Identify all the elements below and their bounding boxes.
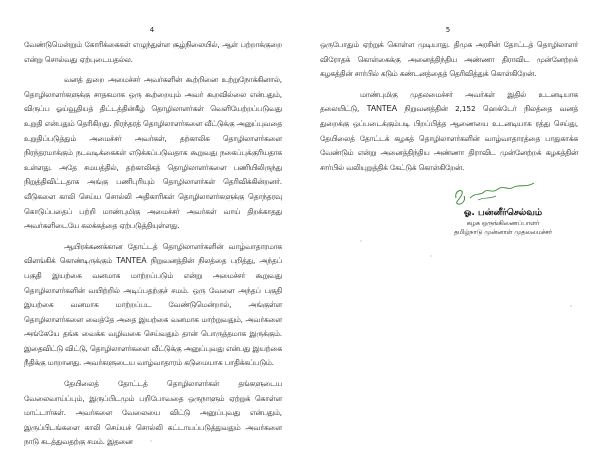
signature-block — [428, 180, 578, 237]
tantea-label: TANTEA — [366, 104, 398, 114]
paragraph-continuation: வேண்டுமென்றும் கோரிக்கைகள் எழுந்துள்ள சூழ்நிலையில், ஆள் பற்றாக்குறை என்று சொல்வது ஏற்புடையதல்ல. — [24, 40, 282, 64]
paragraph-text: நிறுவனத்தின் 2,152 ஹெக்டேர் நிலத்தை வனத் துறைக்கு ஒப்படைக்கும்படி பிறப்பித்த ஆணையை உடனடியாக ரத்து செய்து, தேயிலைத் தோட்டக் கழகத் தொழிலாளர்களின் வாழ்வாதாரத்தை பாதுகாக்க வேண்டும் என்று அனைத்திந்திய அண்ணா திராவிட முன்னேற்றக் கழகத்தின் சார்பில் வலியுறுத்திக் கேட்டுக் கொள்கிறேன். — [320, 104, 578, 172]
paragraph-tea-workers: தேயிலைத் தோட்டத் தொழிலாளர்கள் தங்களுடைய வேலைவாய்ப்பும், இருப்பிடமும் பறிபோவதை ஒருநாளும் ஏற்றுக் கொள்ள மாட்டார்கள். அவர்களை வேலையை விட்டு அனுப்புவது என்பதும், இருப்பிடங்களை காலி செய்யச் சொல்லி கட்டாயப்படுத்துவதும் அவர்களை நாடு கடத்துவதற்கு சமம். இதனை — [24, 379, 282, 447]
scan-speck — [150, 440, 152, 442]
scan-speck — [360, 240, 362, 242]
page-number: 5 — [445, 26, 451, 34]
signer-name: ஓ. பன்னீர்செல்வம் — [463, 208, 543, 218]
paragraph-text: நிறுவனத்தின் நிலத்தை பறித்து, அந்தப் பகுதி இயற்கை வனமாக மாற்றப்படும் என்று அமைச்சர் கூறுவது தொழிலாளர்களின் வயிற்றில் அடிப்பதற்குச் சமம். ஒரு வேளை அந்தப் பகுதி இயற்கை வனமாக மாற்றப்பட வேண்டுமென்றால், அங்குள்ள தொழிலாளர்களை வைத்தே அதை இயற்கை வனமாக மாற்றுவதும், அவர்களை அங்கேயே தங்க வைக்க வழிவகை செய்வதும் தான் பொருத்தமாக இருக்கும். இதைவிட்டு விட்டு, தொழிலாளர்களை வீட்டுக்கு அனுப்புவது என்பது இயற்கை நீதிக்கு மாறானது. அவர்களுடைய வாழ்வாதாரம் கடுமையாக பாதிக்கப்படும். — [24, 256, 282, 368]
page-number: 4 — [149, 26, 155, 34]
paragraph-forest-minister-statement: வனத் துறை அமைச்சர் அவர்களின் கூற்றினை உற்றுநோக்கினால், தொழிலாளர்களுக்கு சாதகமாக ஒரு கூற்றையும் அவர் கூறவில்லை என்பதும், விருப்ப ஓய்வூதியத் திட்டத்தின்கீழ் தொழிலாளர்கள் வெளியேற்றப்படுவது உறுதி என்பதும் தெரிகிறது. நிரந்தரத் தொழிலாளர்களை வீட்டுக்கு அனுப்புவதை உறுதிப்படுத்தும் அமைச்சர் அவர்கள், தற்காலிக தொழிலாளர்களை நிரந்தரமாக்கும் நடவடிக்கைகள் எடுக்கப்படுவதாக கூறுவது நகைப்புக்குரியதாக உள்ளது. அதே சமயத்தில், தற்காலிகத் தொழிலாளர்களை பணியிலிருந்து நிறுத்திவிட்டதாக அங்கு பணிபுரியும் தொழிலாளர்கள் தெரிவிக்கின்றனர். வீடுகளை காலி செய்ய சொல்லி அதிகாரிகள் தொழிலாளர்களுக்கு தொந்தரவு கொடுப்பதைப் பற்றி மாண்புமிகு அமைச்சர் அவர்கள் வாய் திறக்காதது அவர்களிடையே கலக்கத்தை ஏற்படுத்தியுள்ளது. — [24, 75, 282, 231]
paragraph-text: மாண்புமிகு முதலமைச்சர் அவர்கள் இதில் உடனடியாக தலையிட்டு, — [320, 89, 578, 114]
page-body — [24, 38, 282, 456]
scan-speck — [430, 255, 432, 257]
page-body — [320, 38, 578, 181]
paragraph-tantea-land — [24, 240, 282, 371]
paragraph-condemnation: ஒருபோதும் ஏற்றுக் கொள்ள முடியாது. திமுக அரசின் தோட்டத் தொழிலாளர் விரோதக் கொள்கைக்கு அனைத்திந்திய அண்ணா திராவிட முன்னேற்றக் கழகத்தின் சார்பில் கடும் கண்டனத்தைத் தெரிவித்துக் கொள்கிறேன். — [320, 40, 578, 79]
handwritten-signature-icon — [428, 180, 578, 206]
paragraph-text: ஆயிரக்கணக்கான தோட்டத் தொழிலாளர்களின் வாழ்வாதாரமாக விளங்கிக் கொண்டிருக்கும் — [24, 241, 282, 266]
signer-title-party: கழக ஒருங்கிணைப்பாளர் — [466, 220, 540, 227]
scan-speck — [570, 305, 572, 307]
signer-title-former-cm: தமிழ்நாடு முன்னாள் முதலமைச்சர் — [453, 229, 553, 236]
paragraph-cm-request — [320, 88, 578, 176]
tantea-label: TANTEA — [116, 256, 147, 266]
page-5 — [300, 0, 600, 458]
